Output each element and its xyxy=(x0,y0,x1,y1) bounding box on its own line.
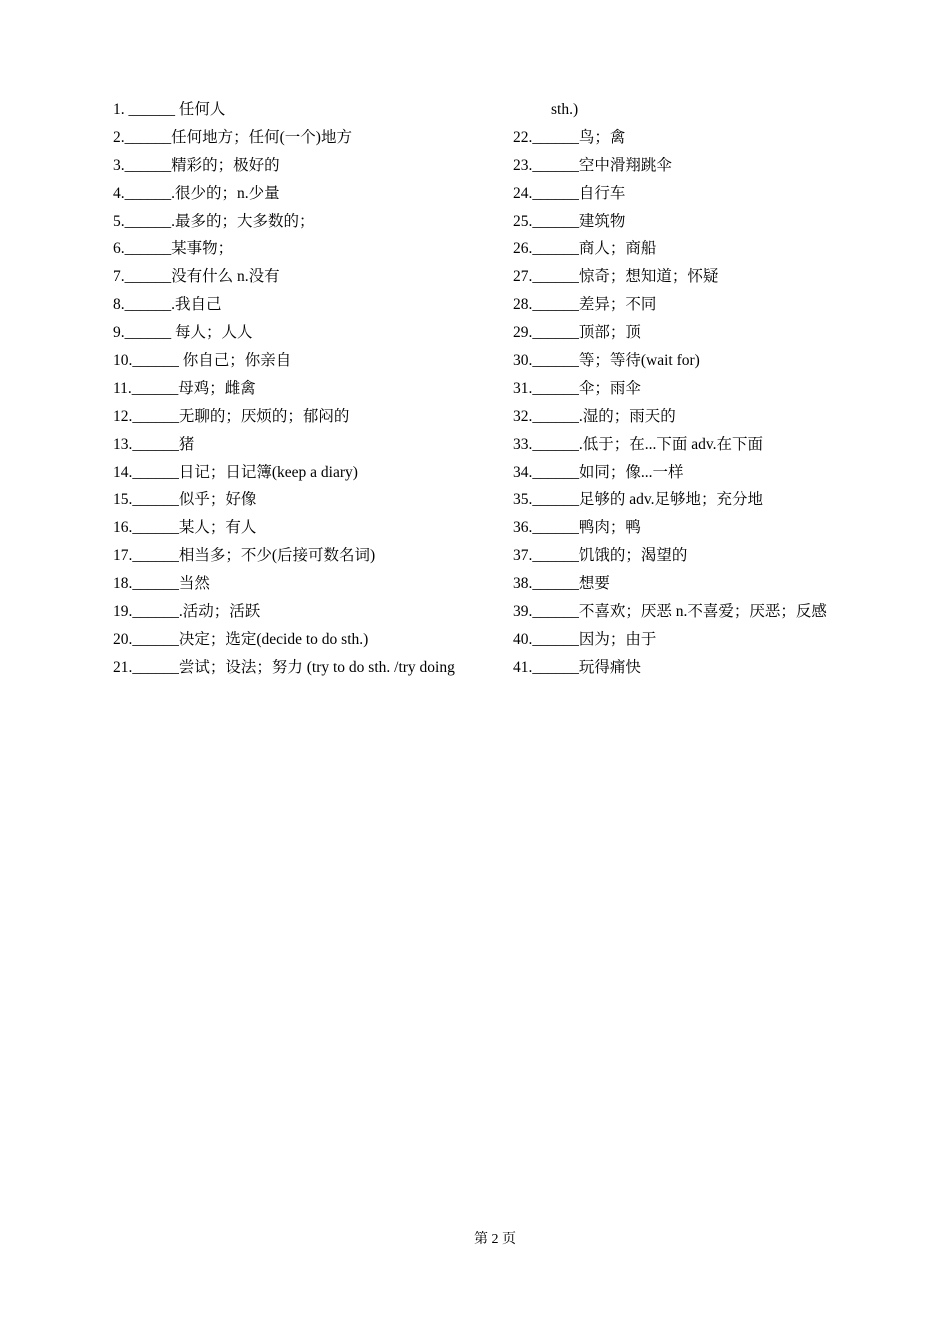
page-number-footer: 第 2 页 xyxy=(474,1232,516,1247)
vocab-item-14: 14.______日记；日记簿(keep a diary) xyxy=(113,463,358,481)
vocab-item-11: 11.______母鸡；雌禽 xyxy=(113,379,256,397)
vocab-item-21-continuation: sth.) xyxy=(551,101,579,118)
vocab-item-17: 17.______相当多；不少(后接可数名词) xyxy=(113,547,376,565)
vocab-item-36: 36.______鸭肉；鸭 xyxy=(513,519,641,537)
vocab-item-34: 34.______如同；像...一样 xyxy=(513,463,684,481)
vocab-item-7: 7.______没有什么 n.没有 xyxy=(113,268,280,286)
vocab-item-26: 26.______商人；商船 xyxy=(513,240,657,258)
vocab-item-25: 25.______建筑物 xyxy=(513,212,626,230)
vocab-item-4: 4.______.很少的；n.少量 xyxy=(113,184,280,202)
vocab-item-31: 31.______伞；雨伞 xyxy=(513,379,641,397)
vocab-item-33: 33.______.低于；在...下面 adv.在下面 xyxy=(513,435,763,453)
vocab-item-12: 12.______无聊的；厌烦的；郁闷的 xyxy=(113,407,350,425)
vocab-item-28: 28.______差异；不同 xyxy=(513,296,657,314)
vocab-item-13: 13.______猪 xyxy=(113,435,195,453)
vocab-item-8: 8.______.我自己 xyxy=(113,296,222,314)
vocab-item-41: 41.______玩得痛快 xyxy=(513,658,641,676)
vocab-item-20: 20.______决定；选定(decide to do sth.) xyxy=(113,630,369,648)
vocab-item-37: 37.______饥饿的；渴望的 xyxy=(513,547,688,565)
vocab-item-32: 32.______.湿的；雨天的 xyxy=(513,407,676,425)
left-column xyxy=(113,96,493,682)
vocab-item-18: 18.______当然 xyxy=(113,575,210,593)
vocab-item-6: 6.______某事物； xyxy=(113,240,234,258)
vocab-item-3: 3.______精彩的；极好的 xyxy=(113,156,280,174)
vocab-item-39: 39.______不喜欢；厌恶 n.不喜爱；厌恶；反感 xyxy=(513,603,827,621)
vocab-item-9: 9.______ 每人；人人 xyxy=(113,324,253,342)
vocab-item-29: 29.______顶部；顶 xyxy=(513,324,641,342)
vocab-item-22: 22.______鸟；禽 xyxy=(513,128,626,146)
right-column xyxy=(513,96,913,682)
vocab-item-19: 19.______.活动；活跃 xyxy=(113,603,261,621)
vocab-item-16: 16.______某人；有人 xyxy=(113,519,257,537)
vocab-item-2: 2.______任何地方；任何(一个)地方 xyxy=(113,128,352,146)
vocab-item-5: 5.______.最多的；大多数的； xyxy=(113,212,315,230)
vocab-item-35: 35.______足够的 adv.足够地；充分地 xyxy=(513,491,763,509)
vocab-item-27: 27.______惊奇；想知道；怀疑 xyxy=(513,268,719,286)
vocab-item-10: 10.______ 你自己；你亲自 xyxy=(113,352,292,370)
vocab-item-40: 40.______因为；由于 xyxy=(513,630,657,648)
vocab-item-38: 38.______想要 xyxy=(513,575,610,593)
vocab-item-15: 15.______似乎；好像 xyxy=(113,491,257,509)
vocab-item-1: 1. ______ 任何人 xyxy=(113,101,226,118)
vocab-item-30: 30.______等；等待(wait for) xyxy=(513,352,700,370)
vocab-item-24: 24.______自行车 xyxy=(513,184,626,202)
vocab-item-23: 23.______空中滑翔跳伞 xyxy=(513,156,672,174)
vocab-item-21: 21.______尝试；设法；努力 (try to do sth. /try doing xyxy=(113,658,455,676)
